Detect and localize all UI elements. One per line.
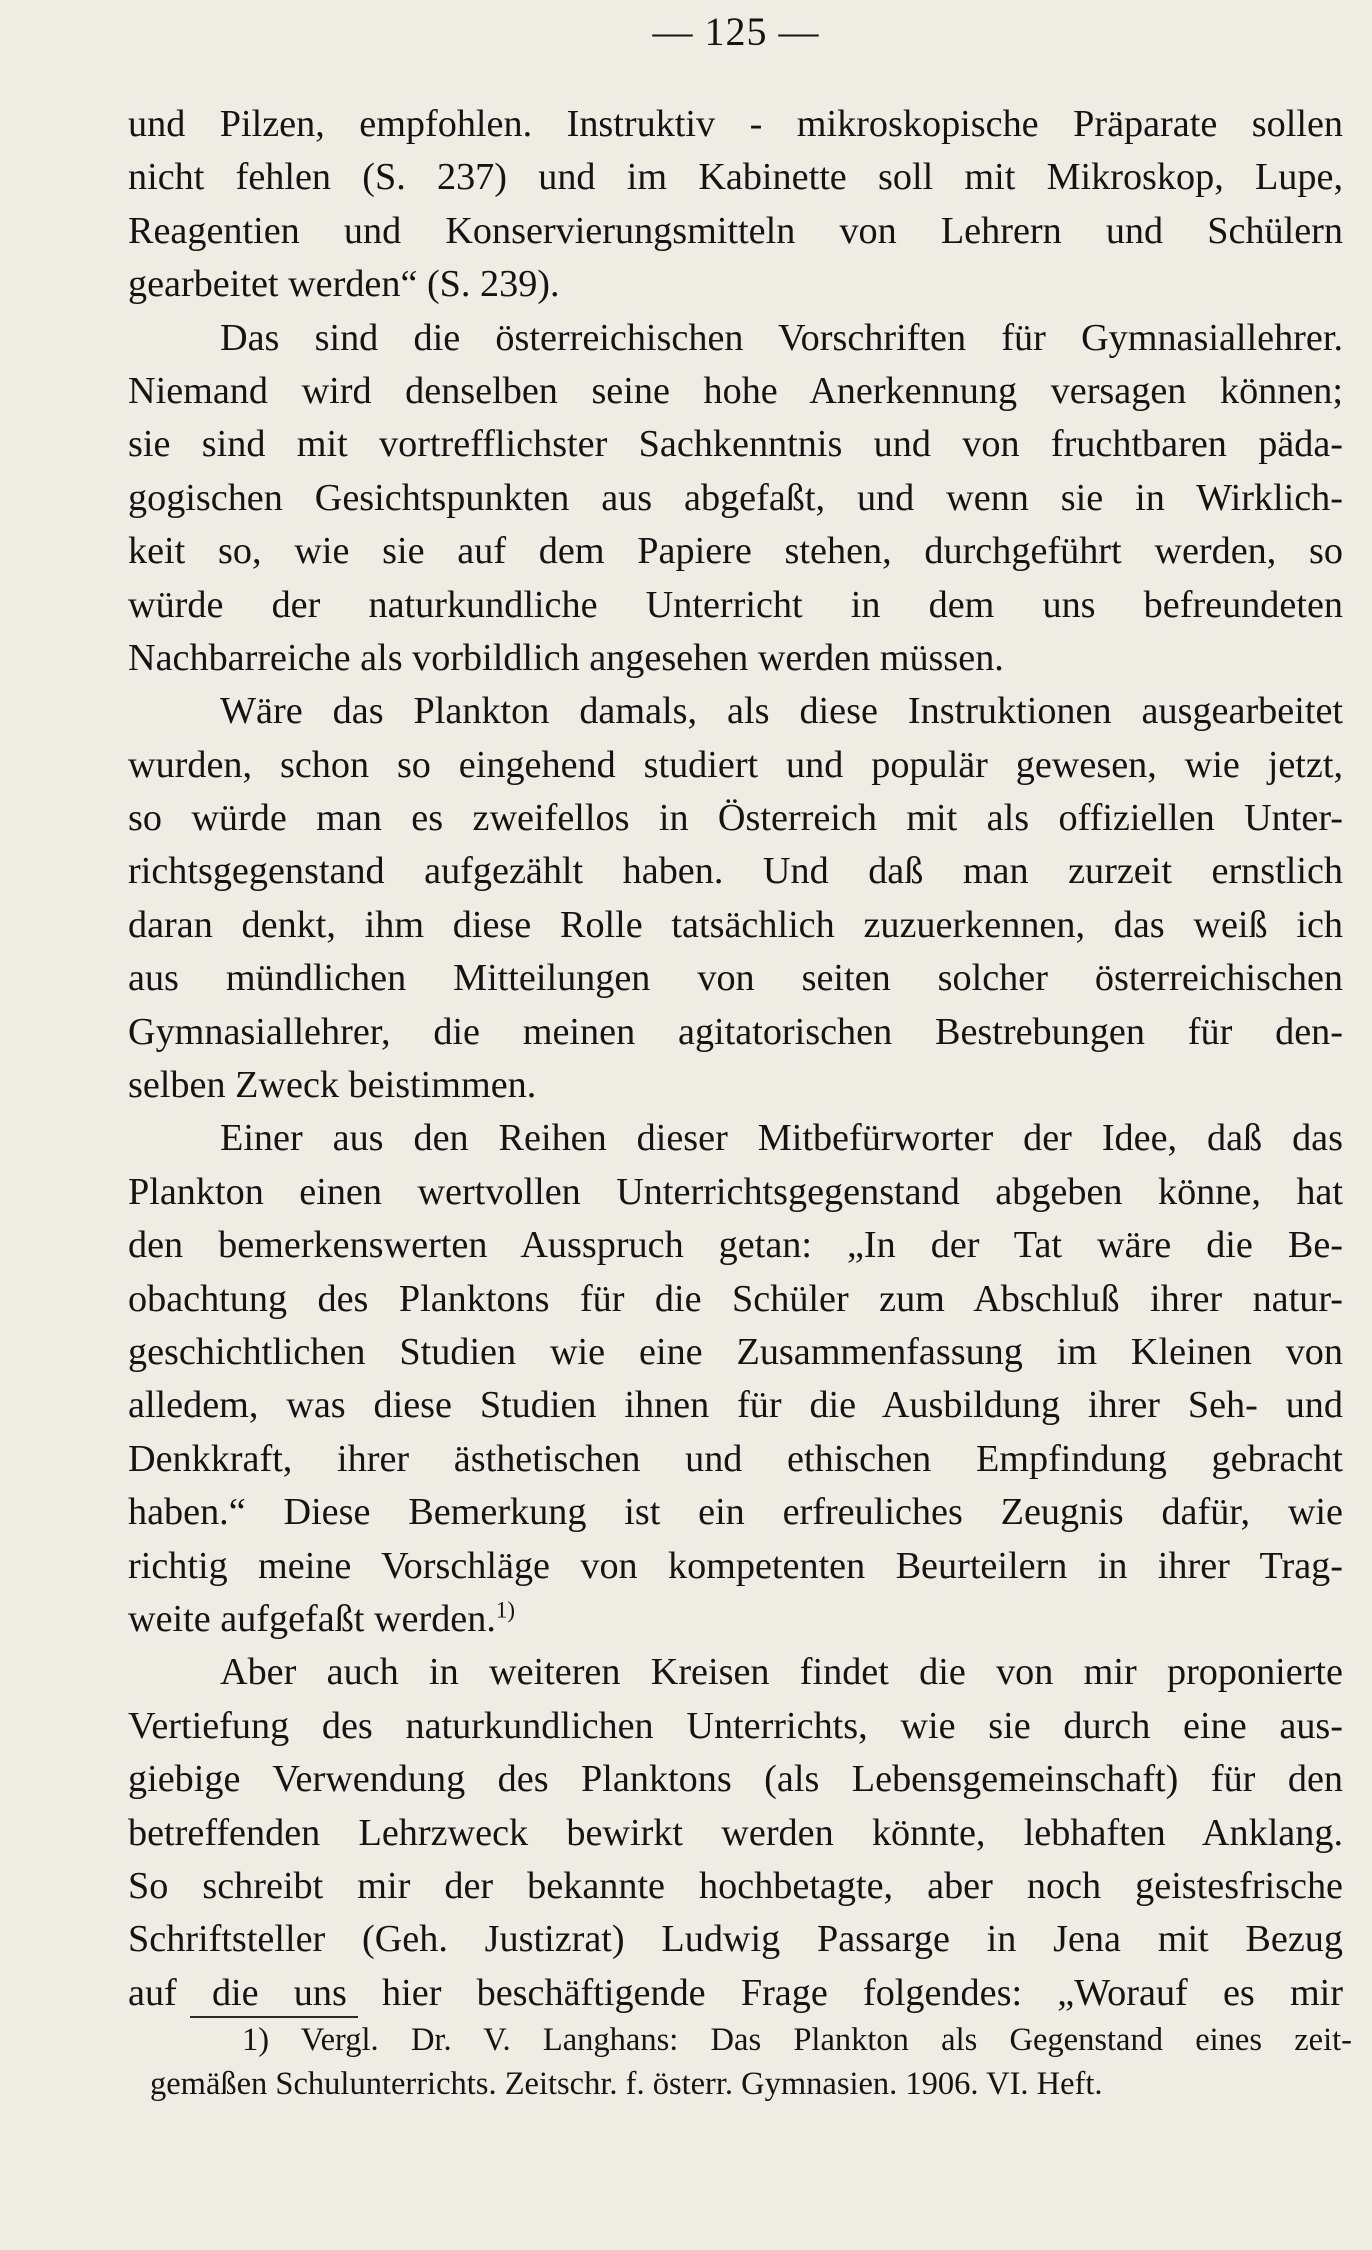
text-line: wurden, schon so eingehend studiert und populär gewesen, wie jetzt, — [128, 743, 1343, 786]
text-line: haben.“ Diese Bemerkung ist ein erfreuliches Zeugnis dafür, wie — [128, 1491, 1343, 1534]
text-line: Schriftsteller (Geh. Justizrat) Ludwig Passarge in Jena mit Bezug — [128, 1918, 1343, 1961]
paragraph — [128, 685, 1343, 1112]
text-line: sie sind mit vortrefflichster Sachkenntnis und von fruchtbaren päda- — [128, 423, 1343, 466]
footnote-line: gemäßen Schulunterrichts. Zeitschr. f. österr. Gymnasien. 1906. VI. Heft. — [150, 2066, 1103, 2102]
paragraph — [128, 1112, 1343, 1646]
footnote-line: 1) Vergl. Dr. V. Langhans: Das Plankton als Gegenstand eines zeit- — [242, 2022, 1352, 2058]
text-line: Einer aus den Reihen dieser Mitbefürworter der Idee, daß das — [220, 1117, 1343, 1160]
text-line: Denkkraft, ihrer ästhetischen und ethischen Empfindung gebracht — [128, 1437, 1343, 1480]
text-line: giebige Verwendung des Planktons (als Lebensgemeinschaft) für den — [128, 1758, 1343, 1801]
text-line: aus mündlichen Mitteilungen von seiten solcher österreichischen — [128, 957, 1343, 1000]
text-line: So schreibt mir der bekannte hochbetagte, aber noch geistesfrische — [128, 1864, 1343, 1907]
text-line: auf die uns hier beschäftigende Frage folgendes: „Worauf es mir — [128, 1971, 1343, 2014]
text-line: Das sind die österreichischen Vorschriften für Gymnasiallehrer. — [220, 316, 1343, 359]
text-line: richtig meine Vorschläge von kompetenten Beurteilern in ihrer Trag- — [128, 1544, 1343, 1587]
text-line: Niemand wird denselben seine hohe Anerkennung versagen können; — [128, 369, 1343, 412]
text-line: Aber auch in weiteren Kreisen findet die von mir proponierte — [220, 1651, 1343, 1694]
paragraph — [128, 98, 1343, 312]
text-line: und Pilzen, empfohlen. Instruktiv - mikroskopische Präparate sollen — [128, 103, 1343, 145]
page-number: — 125 — — [652, 9, 820, 54]
text-line: Wäre das Plankton damals, als diese Instruktionen ausgearbeitet — [220, 690, 1343, 733]
text-line: den bemerkenswerten Ausspruch getan: „In der Tat wäre die Be- — [128, 1224, 1343, 1267]
paragraph — [128, 1646, 1343, 2020]
footnote-reference: 1) — [495, 1597, 515, 1623]
text-line: selben Zweck beistimmen. — [128, 1064, 537, 1107]
text-line: daran denkt, ihm diese Rolle tatsächlich zuzuerkennen, das weiß ich — [128, 903, 1343, 946]
text-line: Plankton einen wertvollen Unterrichtsgegenstand abgeben könne, hat — [128, 1170, 1343, 1213]
text-line-with-footnote — [128, 1593, 1343, 1646]
text-line: Gymnasiallehrer, die meinen agitatorischen Bestrebungen für den- — [128, 1010, 1343, 1053]
text-line: würde der naturkundliche Unterricht in dem uns befreundeten — [128, 583, 1343, 626]
paragraph — [128, 312, 1343, 686]
text-line: richtsgegenstand aufgezählt haben. Und daß man zurzeit ernstlich — [128, 850, 1343, 893]
text-line: Nachbarreiche als vorbildlich angesehen werden müssen. — [128, 636, 1004, 679]
text-line: gearbeitet werden“ (S. 239). — [128, 263, 560, 306]
text-line: so würde man es zweifellos in Österreich mit als offiziellen Unter- — [128, 797, 1343, 840]
text-line: gogischen Gesichtspunkten aus abgefaßt, und wenn sie in Wirklich- — [128, 476, 1343, 519]
text-line: Reagentien und Konservierungsmitteln von Lehrern und Schülern — [128, 209, 1343, 252]
text-line: weite aufgefaßt werden. — [128, 1597, 496, 1640]
text-line: obachtung des Planktons für die Schüler zum Abschluß ihrer natur- — [128, 1277, 1343, 1320]
footnote — [150, 2018, 1352, 2106]
text-line: betreffenden Lehrzweck bewirkt werden könnte, lebhaften Anklang. — [128, 1811, 1343, 1854]
text-line: nicht fehlen (S. 237) und im Kabinette soll mit Mikroskop, Lupe, — [128, 156, 1343, 199]
main-text — [128, 98, 1343, 2020]
text-line: Vertiefung des naturkundlichen Unterrichts, wie sie durch eine aus- — [128, 1704, 1343, 1747]
text-line: keit so, wie sie auf dem Papiere stehen, durchgeführt werden, so — [128, 530, 1343, 573]
text-line: geschichtlichen Studien wie eine Zusammenfassung im Kleinen von — [128, 1330, 1343, 1373]
text-line: alledem, was diese Studien ihnen für die Ausbildung ihrer Seh- und — [128, 1384, 1343, 1427]
